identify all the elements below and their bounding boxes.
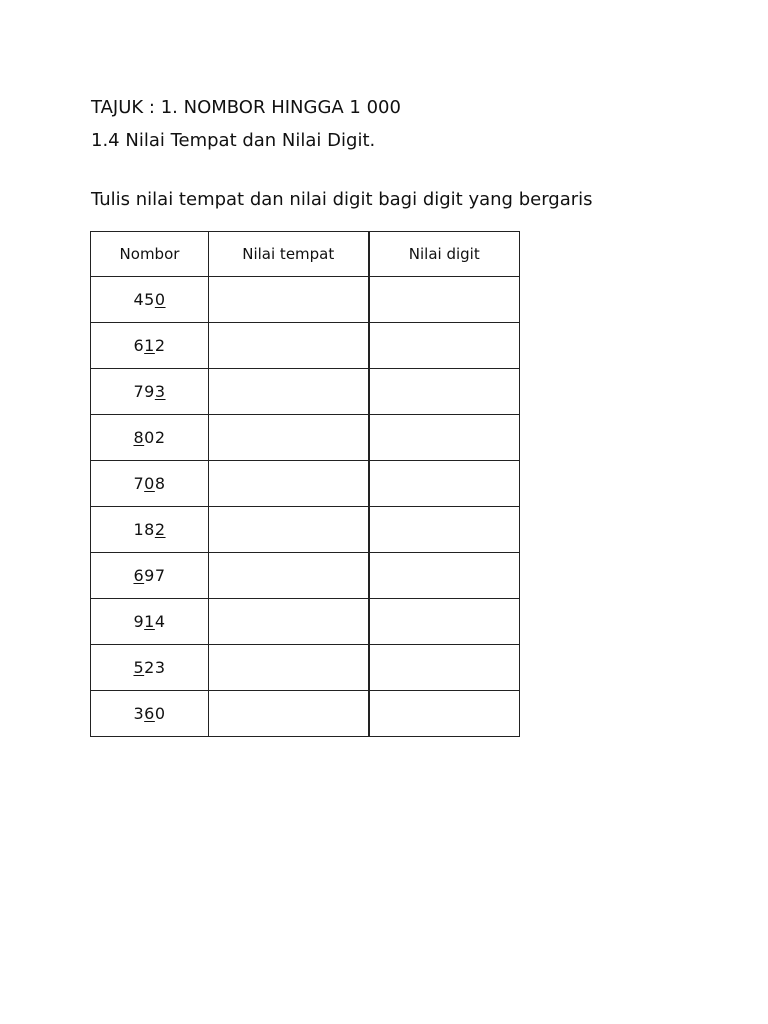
place-value-answer-cell[interactable] xyxy=(209,277,369,323)
place-value-answer-cell[interactable] xyxy=(209,369,369,415)
table-row xyxy=(91,507,520,553)
number-cell xyxy=(91,507,209,553)
digit-value-answer-cell[interactable] xyxy=(369,415,520,461)
worksheet-title: TAJUK : 1. NOMBOR HINGGA 1 000 xyxy=(91,97,401,118)
header-nilai-digit: Nilai digit xyxy=(369,232,520,277)
number-value: 612 xyxy=(133,336,166,355)
digit-value-answer-cell[interactable] xyxy=(369,599,520,645)
place-value-answer-cell[interactable] xyxy=(209,323,369,369)
number-cell xyxy=(91,691,209,737)
digit-value-answer-cell[interactable] xyxy=(369,645,520,691)
table-row xyxy=(91,461,520,507)
digit-value-answer-cell[interactable] xyxy=(369,553,520,599)
number-cell xyxy=(91,369,209,415)
table-row xyxy=(91,415,520,461)
digit-value-answer-cell[interactable] xyxy=(369,323,520,369)
digit-value-answer-cell[interactable] xyxy=(369,507,520,553)
table-row xyxy=(91,691,520,737)
table-row xyxy=(91,277,520,323)
number-value: 697 xyxy=(133,566,166,585)
number-value: 802 xyxy=(133,428,166,447)
number-value: 914 xyxy=(133,612,166,631)
worksheet-subtitle: 1.4 Nilai Tempat dan Nilai Digit. xyxy=(91,130,376,151)
header-nombor: Nombor xyxy=(91,232,209,277)
place-value-answer-cell[interactable] xyxy=(209,415,369,461)
table-row xyxy=(91,323,520,369)
number-cell xyxy=(91,599,209,645)
number-cell xyxy=(91,277,209,323)
number-cell xyxy=(91,553,209,599)
table-row xyxy=(91,553,520,599)
number-value: 182 xyxy=(133,520,166,539)
table-row xyxy=(91,369,520,415)
number-cell xyxy=(91,461,209,507)
place-value-table xyxy=(90,231,520,737)
number-cell xyxy=(91,323,209,369)
number-value: 708 xyxy=(133,474,166,493)
digit-value-answer-cell[interactable] xyxy=(369,277,520,323)
table-row xyxy=(91,599,520,645)
number-cell xyxy=(91,645,209,691)
table-header-row xyxy=(91,232,520,277)
number-value: 450 xyxy=(133,290,166,309)
place-value-answer-cell[interactable] xyxy=(209,507,369,553)
place-value-answer-cell[interactable] xyxy=(209,599,369,645)
number-value: 523 xyxy=(133,658,166,677)
place-value-answer-cell[interactable] xyxy=(209,691,369,737)
table-row xyxy=(91,645,520,691)
digit-value-answer-cell[interactable] xyxy=(369,369,520,415)
number-cell xyxy=(91,415,209,461)
place-value-answer-cell[interactable] xyxy=(209,645,369,691)
table-body xyxy=(91,277,520,737)
number-value: 793 xyxy=(133,382,166,401)
place-value-answer-cell[interactable] xyxy=(209,553,369,599)
digit-value-answer-cell[interactable] xyxy=(369,691,520,737)
worksheet-instruction: Tulis nilai tempat dan nilai digit bagi digit yang bergaris xyxy=(91,189,593,210)
digit-value-answer-cell[interactable] xyxy=(369,461,520,507)
header-nilai-tempat: Nilai tempat xyxy=(209,232,369,277)
place-value-answer-cell[interactable] xyxy=(209,461,369,507)
number-value: 360 xyxy=(133,704,166,723)
